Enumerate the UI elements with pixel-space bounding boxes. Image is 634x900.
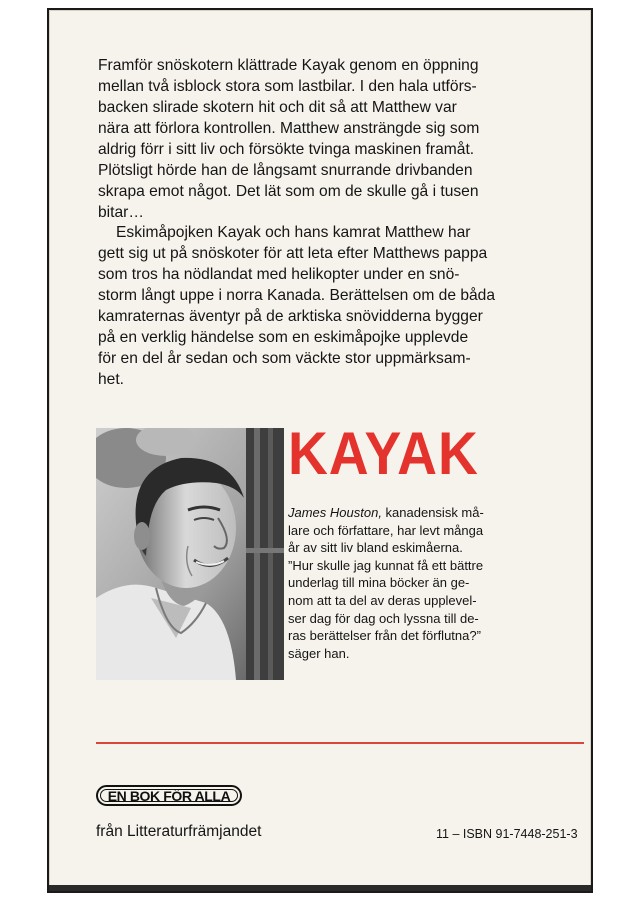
blurb-line: Eskimåpojken Kayak och hans kamrat Matthew har bbox=[116, 224, 471, 241]
publisher-text: från Litteraturfrämjandet bbox=[96, 823, 262, 840]
book-title: KAYAK bbox=[288, 420, 479, 487]
blurb-line: gett sig ut på snöskoter för att leta efter Matthews pappa bbox=[98, 245, 488, 262]
author-photo bbox=[96, 428, 284, 680]
bio-line: nom att ta del av deras upplevel- bbox=[288, 592, 477, 608]
blurb-line: på en verklig händelse som en eskimåpojke upplevde bbox=[98, 329, 469, 346]
blurb-line: för en del år sedan och som väckte stor uppmärksam- bbox=[98, 350, 471, 367]
bio-line: ras berättelser från det förflutna?” bbox=[288, 628, 481, 644]
blurb-line: Framför snöskotern klättrade Kayak genom en öppning bbox=[98, 57, 479, 74]
blurb-line: bitar… bbox=[98, 204, 144, 221]
series-label: EN BOK FÖR ALLA bbox=[107, 787, 231, 804]
blurb-line: kamraternas äventyr på de arktiska snövidderna bygger bbox=[98, 308, 483, 325]
blurb-line: het. bbox=[98, 371, 125, 388]
blurb-line: skrapa emot något. Det lät som om de skulle gå i tusen bbox=[98, 183, 479, 200]
bio-line: ser dag för dag och lyssna till de- bbox=[288, 610, 479, 626]
author-portrait-illustration bbox=[96, 428, 284, 680]
blurb-line: som tros ha nödlandat med helikopter under en snö- bbox=[98, 266, 460, 283]
bio-line: lare och författare, har levt många bbox=[288, 522, 484, 538]
author-name: James Houston, bbox=[288, 505, 382, 520]
isbn-text: 11 – ISBN 91-7448-251-3 bbox=[436, 827, 578, 841]
blurb-line: nära att förlora kontrollen. Matthew ansträngde sig som bbox=[98, 120, 480, 137]
blurb-line: storm långt uppe i norra Kanada. Berättelsen om de båda bbox=[98, 287, 496, 304]
blurb-paragraph-2 bbox=[98, 222, 558, 390]
bio-line: ”Hur skulle jag kunnat få ett bättre bbox=[288, 557, 484, 573]
blurb-paragraph-1 bbox=[98, 55, 558, 223]
divider-rule bbox=[96, 742, 584, 744]
bio-line: år av sitt liv bland eskimåerna. bbox=[288, 540, 463, 556]
blurb-line: backen slirade skotern hit och dit så att Matthew var bbox=[98, 99, 457, 116]
blurb-line: aldrig förr i sitt liv och försökte tvinga maskinen framåt. bbox=[98, 141, 475, 158]
author-bio bbox=[288, 504, 548, 662]
bio-line: säger han. bbox=[288, 645, 350, 661]
blurb-line: mellan två isblock stora som lastbilar. I den hala utförs- bbox=[98, 78, 477, 95]
bio-line: underlag till mina böcker än ge- bbox=[288, 575, 470, 591]
bio-line-rest: kanadensisk må- bbox=[381, 505, 484, 520]
bio-line bbox=[288, 504, 548, 522]
series-logo-badge bbox=[96, 785, 242, 806]
blurb-line: Plötsligt hörde han de långsamt snurrande drivbanden bbox=[98, 162, 473, 179]
